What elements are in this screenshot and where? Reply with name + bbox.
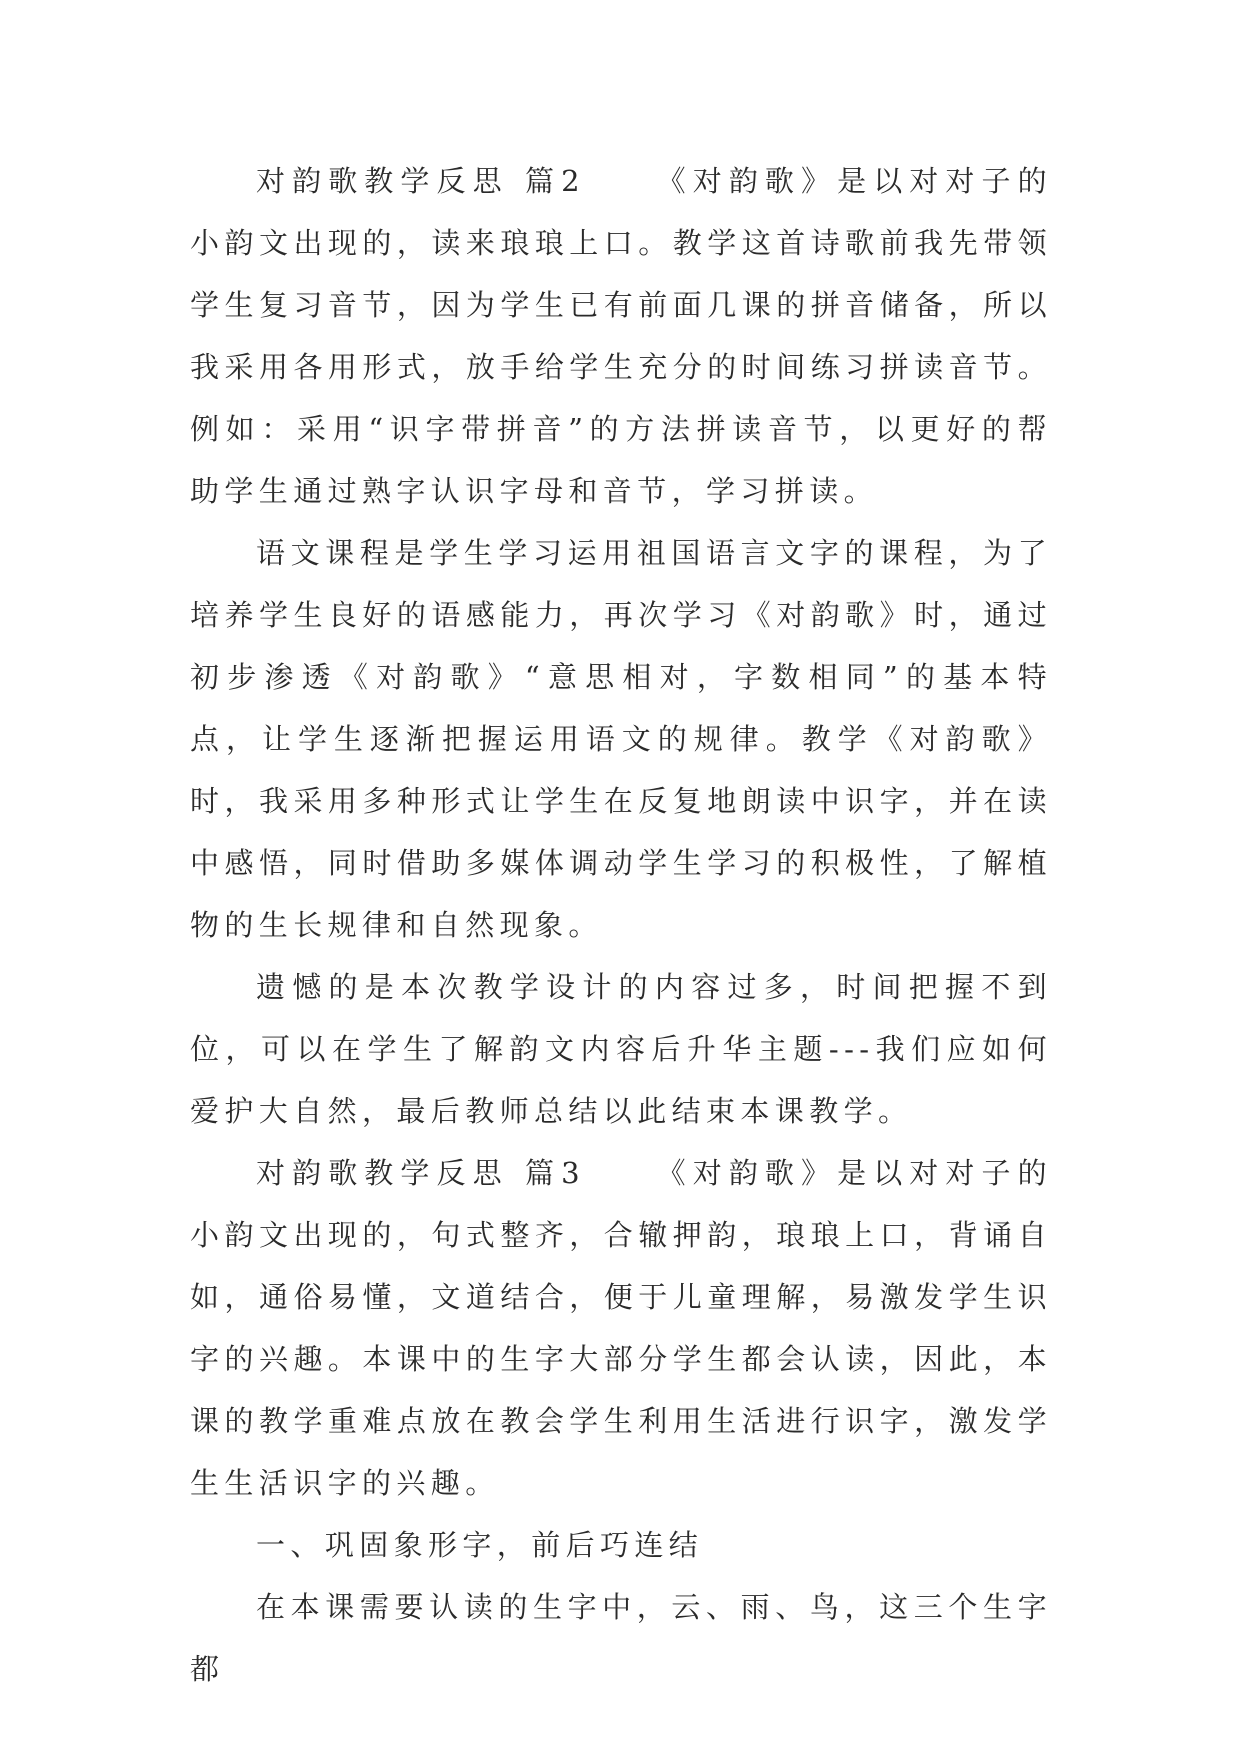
section-heading-2: 对韵歌教学反思 篇2 xyxy=(256,164,585,198)
paragraph-2: 语文课程是学生学习运用祖国语言文字的课程，为了培养学生良好的语感能力，再次学习《对韵歌》时，通过初步渗透《对韵歌》“意思相对，字数相同”的基本特点，让学生逐渐把握运用语文的规律。教学《对韵歌》时，我采用多种形式让学生在反复地朗读中识字，并在读中感悟，同时借助多媒体调动学生学习的积极性，了解植物的生长规律和自然现象。 xyxy=(190,536,1052,942)
paragraph-1-body: 《对韵歌》是以对对子的小韵文出现的，读来琅琅上口。教学这首诗歌前我先带领学生复习音节，因为学生已有前面几课的拼音储备，所以我采用各用形式，放手给学生充分的时间练习拼读音节。例如：采用“识字带拼音”的方法拼读音节，以更好的帮助学生通过熟字认识字母和音节，学习拼读。 xyxy=(190,164,1052,508)
paragraph-1 xyxy=(190,150,1052,522)
paragraph-6: 在本课需要认读的生字中，云、雨、鸟，这三个生字都 xyxy=(190,1590,1052,1686)
paragraph-3: 遗憾的是本次教学设计的内容过多，时间把握不到位，可以在学生了解韵文内容后升华主题---我们应如何爱护大自然，最后教师总结以此结束本课教学。 xyxy=(190,970,1052,1128)
paragraph-4 xyxy=(190,1142,1052,1514)
section-heading-3: 对韵歌教学反思 篇3 xyxy=(256,1156,585,1190)
document-page xyxy=(190,150,1052,1700)
paragraph-5: 一、巩固象形字，前后巧连结 xyxy=(256,1528,704,1562)
paragraph-4-body: 《对韵歌》是以对对子的小韵文出现的，句式整齐，合辙押韵，琅琅上口，背诵自如，通俗易懂，文道结合，便于儿童理解，易激发学生识字的兴趣。本课中的生字大部分学生都会认读，因此，本课的教学重难点放在教会学生利用生活进行识字，激发学生生活识字的兴趣。 xyxy=(190,1156,1052,1500)
